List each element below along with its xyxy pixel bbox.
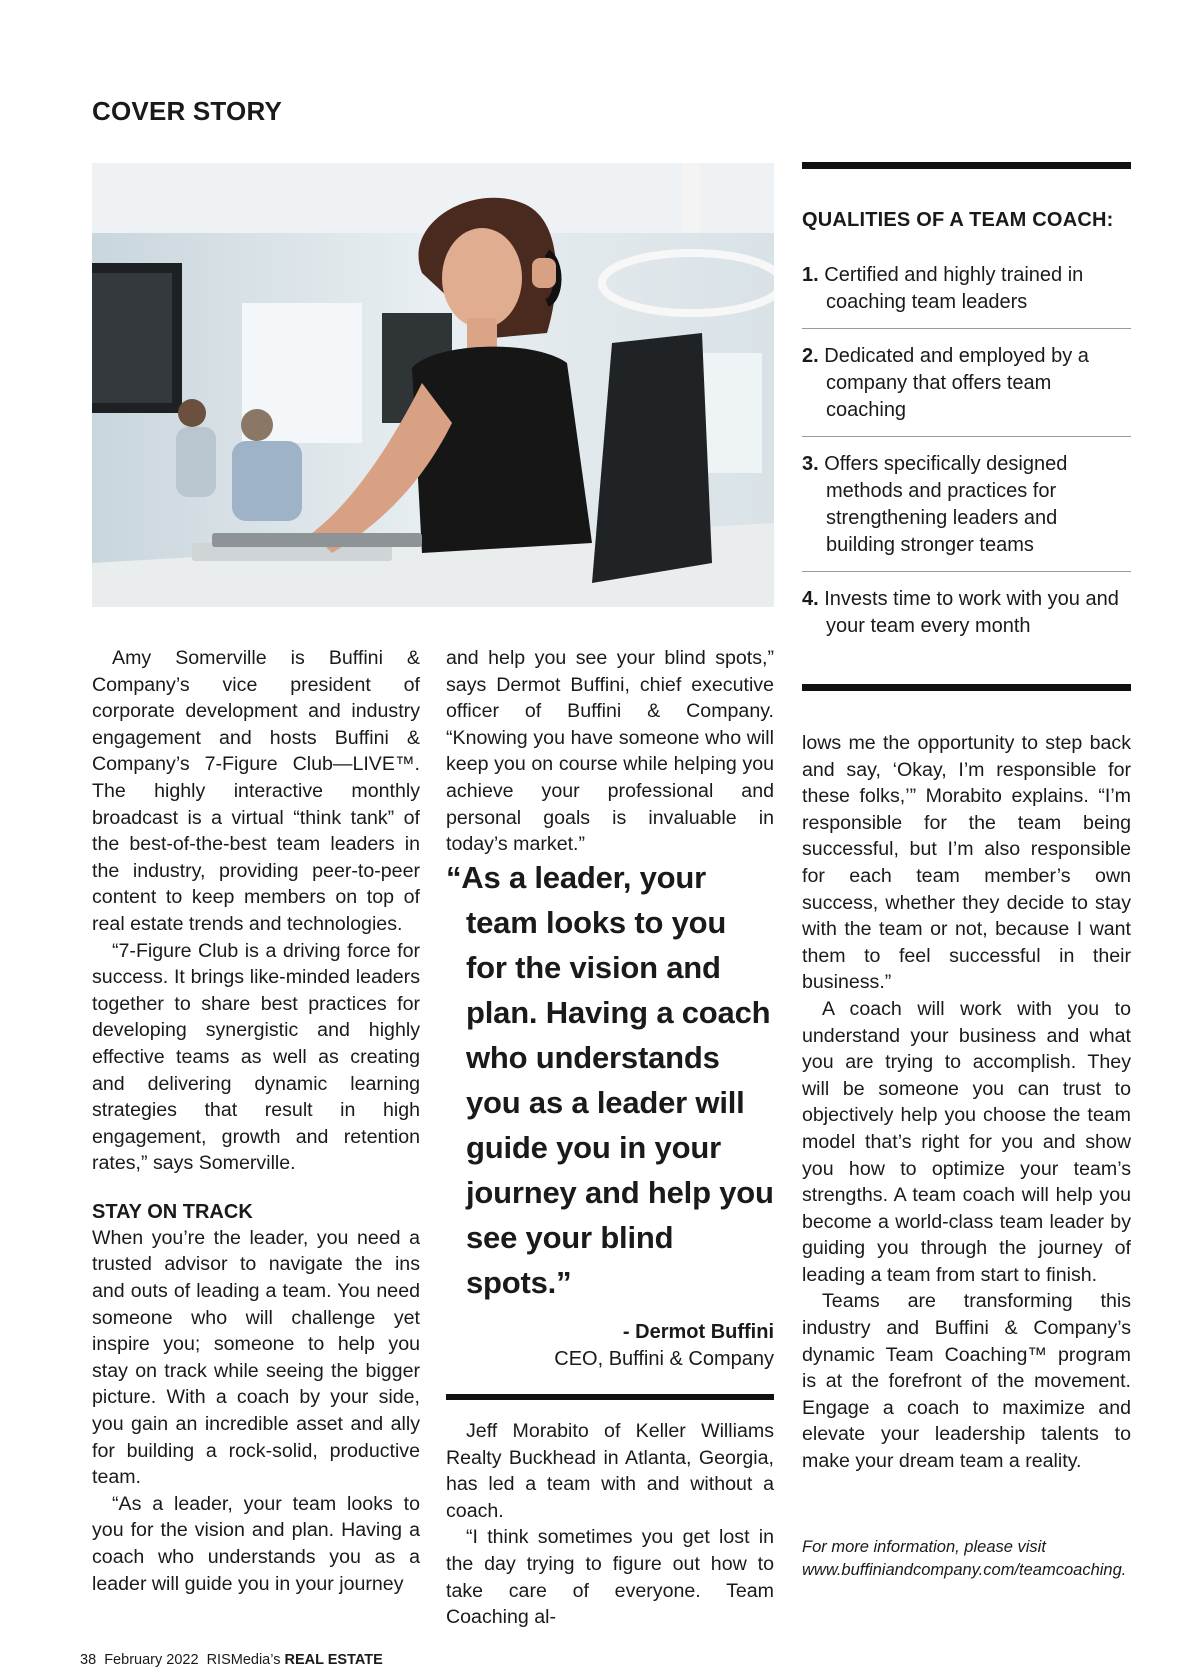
body-paragraph: Teams are transforming this industry and Buffini & Company’s dynamic Team Coaching™ program is at the forefront of the movement. Engage a coach to maximize and elevate your leadership talents to make your dream team a reality. [802,1290,1131,1473]
sidebar-title: QUALITIES OF A TEAM COACH: [802,209,1114,231]
list-item [802,262,1131,329]
list-item-text: Dedicated and employed by a company that offers team coaching [824,345,1089,421]
list-item-text: Invests time to work with you and your team every month [824,588,1119,637]
publication-title: REAL ESTATE [284,1652,383,1668]
office-photo-illustration [92,163,774,607]
more-info-note: For more information, please visit www.buffiniandcompany.com/teamcoaching. [802,1538,1127,1579]
body-paragraph: “I think sometimes you get lost in the day trying to figure out how to take care of everyone. Team Coaching al- [446,1526,774,1629]
publication-name: RISMedia’s [206,1652,281,1668]
article-column-1 [92,645,420,1597]
pull-quote-attribution [446,1319,774,1373]
list-item [802,343,1131,437]
body-paragraph: Jeff Morabito of Keller Williams Realty Buckhead in Atlanta, Georgia, has led a team with and without a coach. [446,1420,774,1522]
page-number: 38 [80,1652,97,1668]
list-item-text: Offers specifically designed methods and practices for strengthening leaders and building stronger teams [824,453,1068,556]
list-item-number: 4. [802,588,819,610]
body-paragraph: “7-Figure Club is a driving force for success. It brings like-minded leaders together to share best practices for developing synergistic and highly effective teams as well as creating and delivering dynamic learning strategies that result in high engagement, growth and retention rates,” says Somerville. [92,939,420,1175]
article-column-2-lower [446,1418,774,1631]
body-paragraph: A coach will work with you to understand your business and what you are trying to accomplish. They will be someone you can trust to objectively help you choose the team model that’s right for you and show you how to optimize your team’s strengths. A team coach will help you become a world-class team leader by guiding you through the journey of leading a team from start to finish. [802,997,1131,1286]
list-item [802,586,1131,652]
section-label: COVER STORY [92,96,283,126]
cover-photo [92,163,774,607]
body-paragraph: lows me the opportunity to step back and say, ‘Okay, I’m responsible for these folks,’” Morabito explains. “I’m responsible for the team being successful, but I’m also responsible for each team member’s own success, whether they decide to stay with the team or not, because I want them to feel successful in their business.” [802,732,1131,994]
list-item-number: 2. [802,345,819,367]
list-item-number: 1. [802,264,819,286]
pull-quote-name: - Dermot Buffini [622,1321,774,1343]
body-paragraph: Amy Somerville is Buffini & Company’s vice president of corporate development and industry engagement and hosts Buffini & Company’s 7-Figure Club—LIVE™. The highly interactive monthly broadcast is a virtual “think tank” of the best-of-the-best team leaders in the industry, providing peer-to-peer content to keep members on top of real estate trends and technologies. [92,647,420,935]
pull-quote-divider [446,1394,774,1400]
list-item [802,451,1131,572]
body-paragraph: When you’re the leader, you need a trusted advisor to navigate the ins and outs of leading a team. You need someone who will challenge yet inspire you; someone to help you stay on track while seeing the bigger picture. With a coach by your side, you gain an incredible asset and ally for building a rock-solid, productive team. [92,1226,420,1489]
pull-quote-role: CEO, Buffini & Company [554,1348,774,1370]
qualities-list [802,262,1131,666]
article-column-3 [802,730,1131,1475]
list-item-number: 3. [802,453,819,475]
pull-quote [446,855,774,1373]
article-column-2 [446,645,774,858]
pull-quote-text: “As a leader, your team looks to you for the vision and plan. Having a coach who understands you as a leader will guide you in your journey and help you see your blind spots.” [446,860,774,1300]
page-footer [80,1652,383,1668]
subheading: STAY ON TRACK [92,1200,253,1223]
sidebar-bottom-divider [802,684,1131,691]
sidebar-top-divider [802,162,1131,169]
issue-date: February 2022 [104,1652,199,1668]
body-paragraph: “As a leader, your team looks to you for the vision and plan. Having a coach who understands you as a leader will guide you in your journey [92,1492,420,1595]
body-paragraph: and help you see your blind spots,” says Dermot Buffini, chief executive officer of Buffini & Company. “Knowing you have someone who will keep you on course while helping you achieve your professional and personal goals is invaluable in today’s market.” [446,647,774,856]
list-item-text: Certified and highly trained in coaching team leaders [824,264,1084,313]
